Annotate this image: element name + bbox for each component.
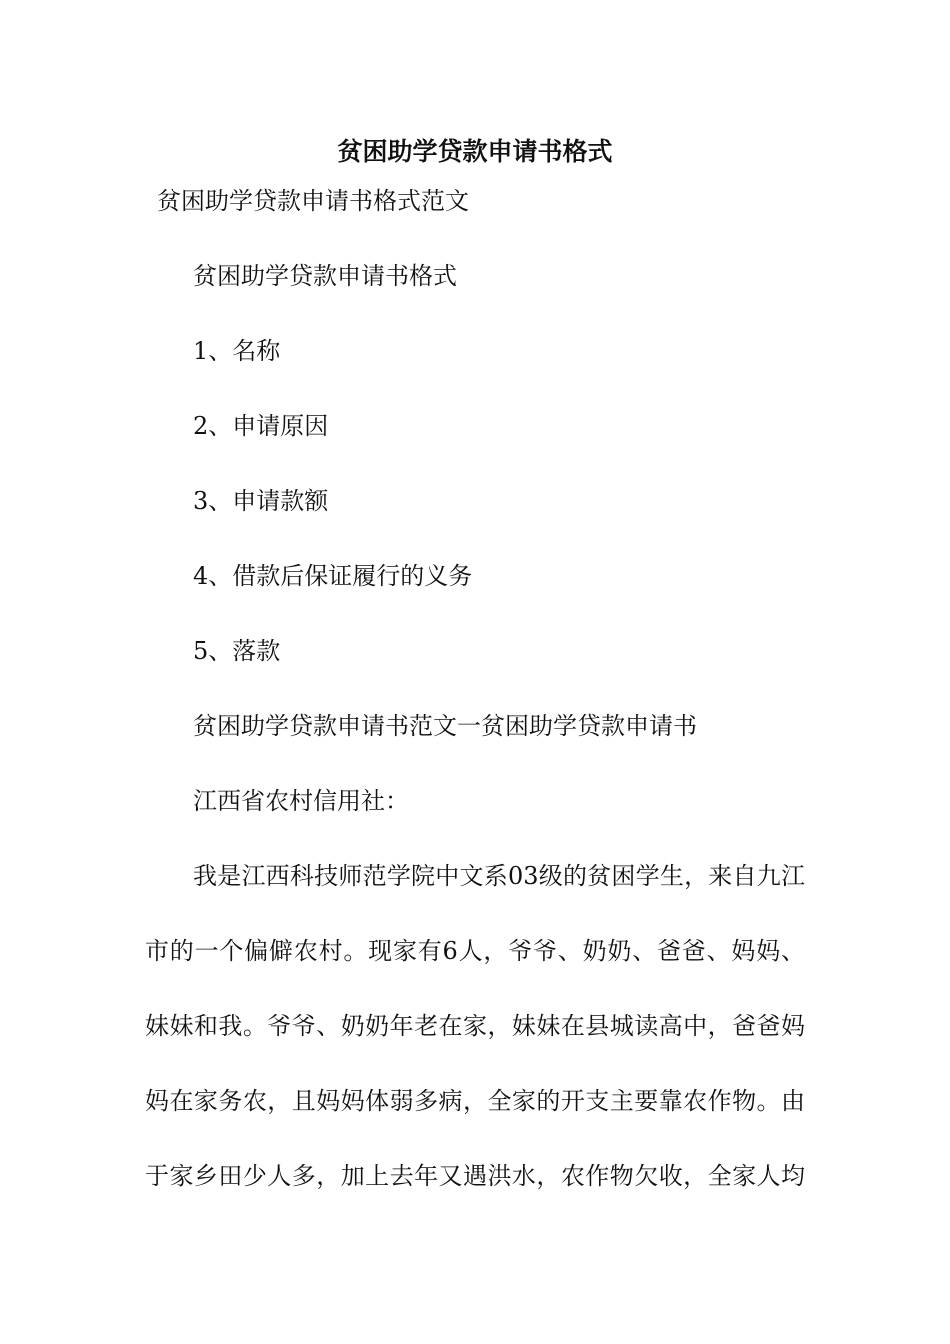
letter-salutation: 江西省农村信用社： [193,787,409,815]
format-item-signature: 5、落款 [193,637,281,665]
format-item-amount: 3、申请款额 [193,487,329,515]
body-line: 妹妹和我。爷爷、奶奶年老在家，妹妹在县城读高中，爸爸妈 [145,1012,805,1040]
format-item-reason: 2、申请原因 [193,412,329,440]
document-title: 贫困助学贷款申请书格式 [337,137,613,166]
section-heading: 贫困助学贷款申请书格式 [193,262,457,290]
body-line: 市的一个偏僻农村。现家有6人，爷爷、奶奶、爸爸、妈妈、 [145,937,805,965]
body-line: 我是江西科技师范学院中文系03级的贫困学生，来自九江 [193,862,805,890]
document-subtitle: 贫困助学贷款申请书格式范文 [157,187,469,215]
format-item-obligations: 4、借款后保证履行的义务 [193,562,473,590]
body-line: 于家乡田少人多，加上去年又遇洪水，农作物欠收，全家人均 [145,1162,805,1190]
body-line: 妈在家务农，且妈妈体弱多病，全家的开支主要靠农作物。由 [145,1087,805,1115]
format-item-name: 1、名称 [193,337,281,365]
sample-heading: 贫困助学贷款申请书范文一贫困助学贷款申请书 [193,712,697,740]
